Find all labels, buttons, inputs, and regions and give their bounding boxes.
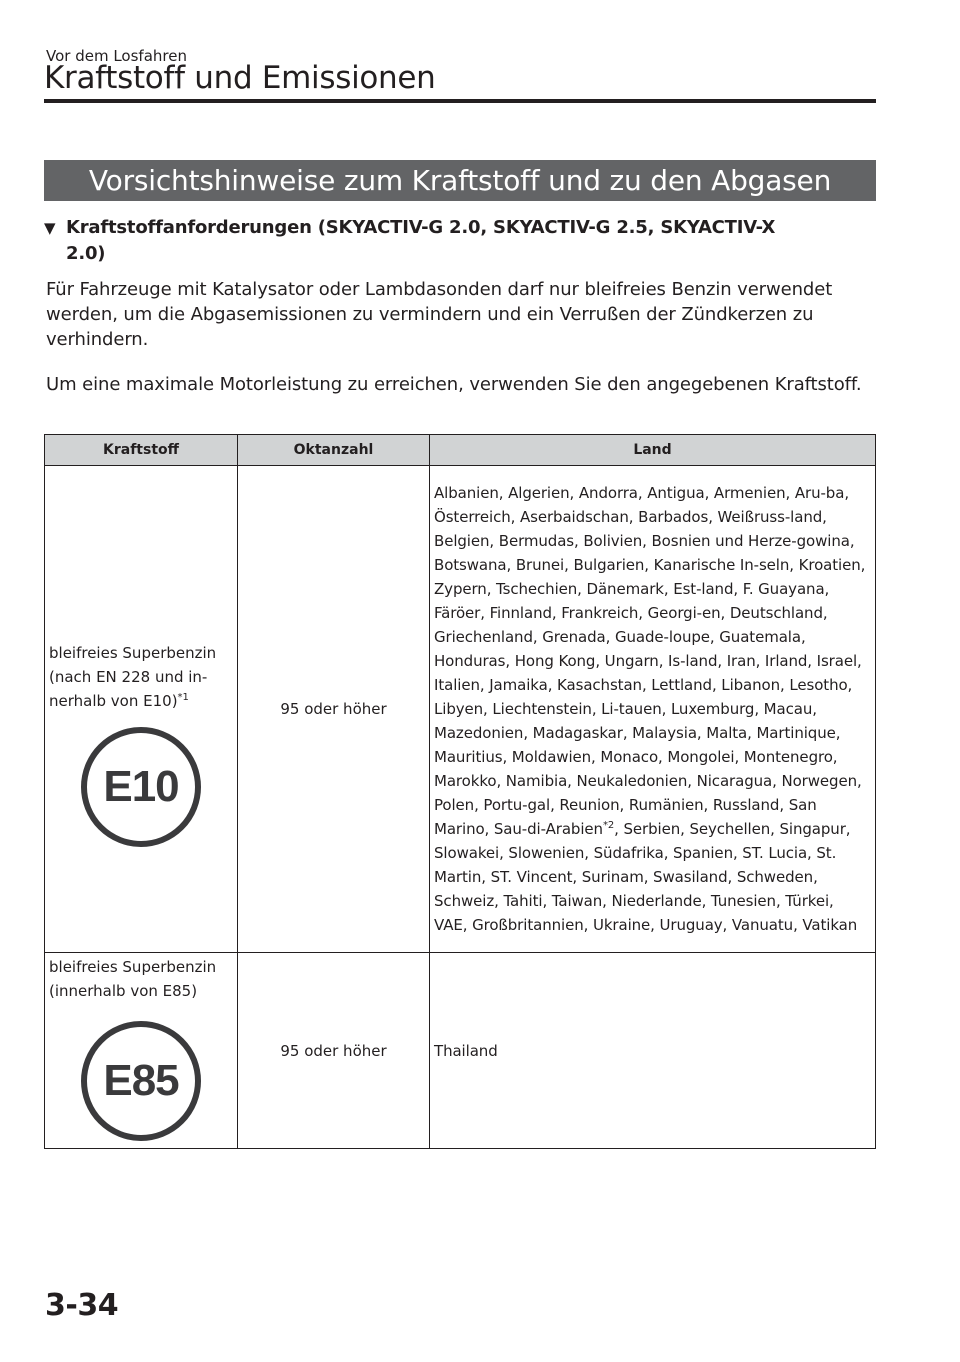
footnote-ref: *2 [602,820,615,831]
country-cell [430,466,876,953]
chapter-label: Vor dem Losfahren [46,47,187,65]
footnote-ref: *1 [177,692,189,703]
fuel-name [49,955,233,1003]
title-divider [44,99,876,103]
page-number: 3-34 [45,1288,119,1323]
subheading-line1: Kraftstoffanforderungen (SKYACTIV-G 2.0, SKYACTIV-G 2.5, SKYACTIV-X [66,217,776,238]
triangle-marker-icon: ▼ [44,219,56,237]
paragraph-catalyst: Für Fahrzeuge mit Katalysator oder Lambdasonden darf nur bleifreies Benzin verwendet werden, um die Abgasemissionen zu vermindern und ein Verrußen der Zündkerzen zu verhindern. [46,279,833,350]
fuel-name [49,641,233,713]
e10-badge-icon: E10 [81,727,201,847]
header-octane: Oktanzahl [238,435,430,466]
table-header-row [45,435,876,466]
table-row [45,466,876,953]
table-row [45,953,876,1149]
header-fuel: Kraftstoff [45,435,238,466]
fuel-line: bleifreies Superbenzin [49,644,217,662]
section-banner-text: Vorsichtshinweise zum Kraftstoff und zu den Abgasen [88,164,832,197]
header-country: Land [430,435,876,466]
fuel-line: (nach EN 228 und in- [49,668,208,686]
octane-cell: 95 oder höher [238,466,430,953]
octane-cell: 95 oder höher [238,953,430,1149]
country-list: Albanien, Algerien, Andorra, Antigua, Armenien, Aru-ba, Österreich, Aserbaidschan, Barbados, Weißruss-land, Belgien, Bermudas, Bolivien, Bosnien und Herze-gowina, Botswana, Brunei, Bulgarien, Kanarische In-seln, Kroatien, Zypern, Tschechien, Dänemark, Est-land, F. Guayana, Färöer, Finnland, Frankreich, Georgi-en, Deutschland, Griechenland, Grenada, Guade-loupe, Guatemala, Honduras, Hong Kong, Ungarn, Is-land, Iran, Irland, Israel, Italien, Jamaika, Kasachstan, Lettland, Libanon, Lesotho, Libyen, Liechtenstein, Li-tauen, Luxemburg, Macau, Mazedonien, Madagaskar, Malaysia, Malta, Martinique, Mauritius, Moldawien, Monaco, Mongolei, Montenegro, Marokko, Namibia, Neukaledonien, Nicaragua, Norwegen, Polen, Portu-gal, Reunion, Rumänien, Russland, San Marino, Sau-di-Arabien [434,484,866,838]
section-banner [44,160,876,201]
fuel-cell [45,953,238,1149]
country-cell: Thailand [430,953,876,1149]
subheading-line2: 2.0) [66,243,106,264]
subheading [44,215,844,266]
fuel-line: (innerhalb von E85) [49,982,198,1000]
fuel-table [44,434,876,1149]
e85-badge-icon: E85 [81,1021,201,1141]
fuel-line: nerhalb von E10) [49,692,178,710]
paragraph-performance: Um eine maximale Motorleistung zu erreichen, verwenden Sie den angegebenen Kraftstoff. [46,374,862,395]
fuel-cell [45,466,238,953]
country-list-continued: , Serbien, Seychellen, Singapur, Slowakei, Slowenien, Südafrika, Spanien, ST. Lucia, St. Martin, ST. Vincent, Surinam, Swasiland, Schweden, Schweiz, Tahiti, Taiwan, Niederlande, Tunesien, Türkei, VAE, Großbritannien, Ukraine, Uruguay, Vanuatu, Vatikan [434,820,858,934]
fuel-line: bleifreies Superbenzin [49,958,217,976]
page-title: Kraftstoff und Emissionen [44,60,436,96]
